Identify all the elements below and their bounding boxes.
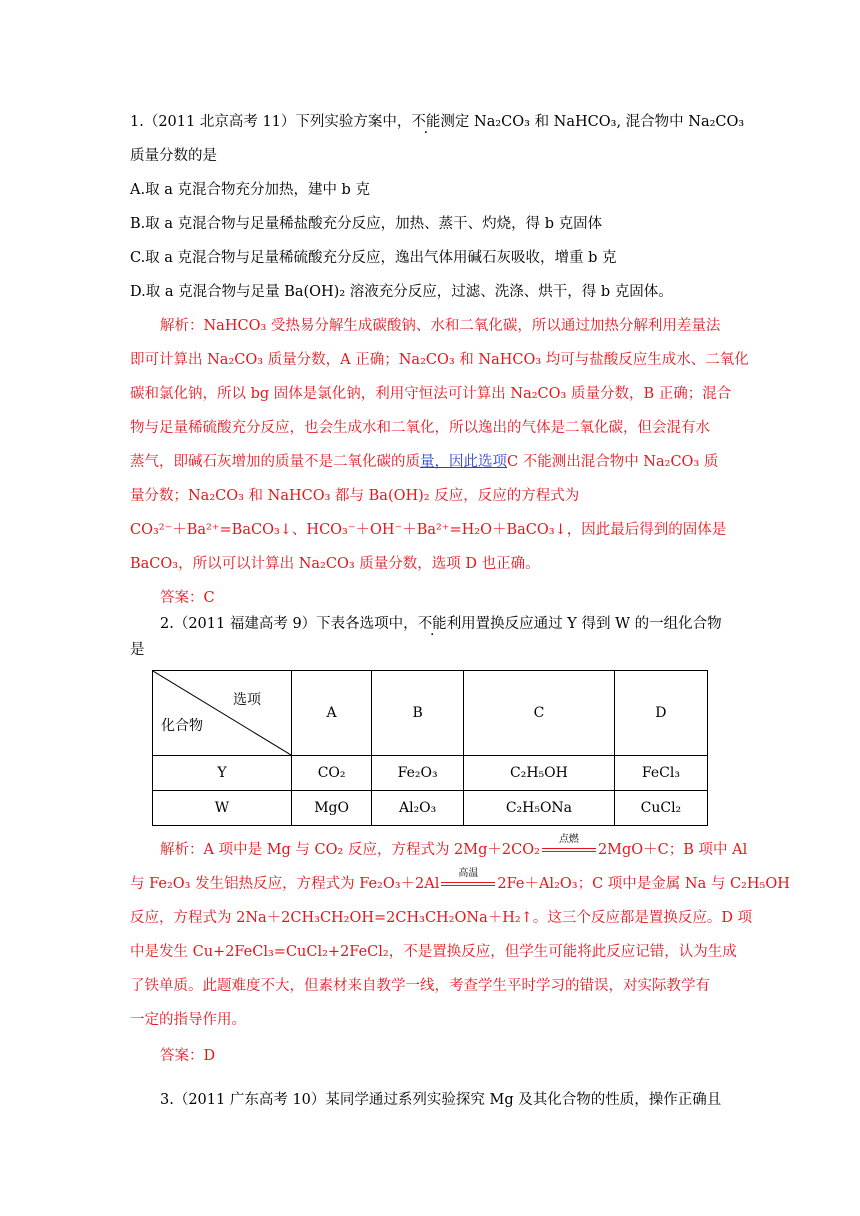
corner-top-label: 选项 (233, 692, 261, 708)
table-cell: FeCl₃ (614, 756, 707, 791)
q2-analysis-line: 解析：A 项中是 Mg 与 CO₂ 反应，方程式为 2Mg＋2CO₂ 点燃 2MgO＋C；B 项中 Al (160, 834, 748, 858)
q2-analysis-line: 一定的指导作用。 (130, 1012, 246, 1028)
q2-analysis-line: 反应，方程式为 2Na＋2CH₃CH₂OH=2CH₃CH₂ONa＋H₂↑。这三个反应都是置换反应。D 项 (130, 910, 753, 926)
diagonal-line (153, 671, 291, 755)
q1-analysis-line: CO₃²⁻＋Ba²⁺=BaCO₃↓、HCO₃⁻＋OH⁻＋Ba²⁺=H₂O＋BaCO₃↓，因此最后得到的固体是 (130, 522, 727, 538)
row-label: W (153, 791, 292, 826)
q1-analysis-line: 量分数；Na₂CO₃ 和 NaHCO₃ 都与 Ba(OH)₂ 反应，反应的方程式为 (130, 488, 580, 504)
table-cell: CuCl₂ (614, 791, 707, 826)
q2-analysis-line: 中是发生 Cu+2FeCl₃=CuCl₂+2FeCl₂，不是置换反应，但学生可能将此反应记错，认为生成 (130, 944, 737, 960)
emphasis-text: 不能 (417, 616, 447, 632)
q2-answer: 答案：D (160, 1048, 216, 1064)
table-cell: C₂H₅OH (464, 756, 615, 791)
q1-stem: 1.（2011 北京高考 11）下列实验方案中，不能测定 Na₂CO₃ 和 NaHCO₃, 混合物中 Na₂CO₃ (130, 114, 745, 130)
q3-stem: 3.（2011 广东高考 10）某同学通过系列实验探究 Mg 及其化合物的性质，操作正确且 (160, 1092, 722, 1108)
q1-option-d: D.取 a 克混合物与足量 Ba(OH)₂ 溶液充分反应，过滤、洗涤、烘干，得 b 克固体。 (130, 284, 673, 300)
q1-analysis-line: 解析：NaHCO₃ 受热易分解生成碳酸钠、水和二氧化碳，所以通过加热分解利用差量法 (160, 318, 721, 334)
table-cell: CO₂ (292, 756, 372, 791)
column-header: C (464, 671, 615, 756)
table-cell: Fe₂O₃ (372, 756, 464, 791)
q2-analysis-line: 了铁单质。此题难度不大，但素材来自教学一线，考查学生平时学习的错误，对实际教学有 (130, 978, 710, 994)
q1-stem-cont: 质量分数的是 (130, 148, 217, 164)
q2-stem: 2.（2011 福建高考 9）下表各选项中，不能利用置换反应通过 Y 得到 W 的一组化合物 (160, 616, 722, 632)
table-row (153, 756, 708, 791)
q1-analysis-line: 蒸气，即碱石灰增加的质量不是二氧化碳的质量，因此选项C 不能测出混合物中 Na₂CO₃ 质 (130, 454, 719, 470)
row-label: Y (153, 756, 292, 791)
reaction-condition-equals: 高温 (439, 877, 497, 891)
q1-analysis-line: 即可计算出 Na₂CO₃ 质量分数，A 正确；Na₂CO₃ 和 NaHCO₃ 均可与盐酸反应生成水、二氧化 (130, 352, 749, 368)
q2-stem-cont: 是 (130, 642, 145, 658)
reaction-condition-equals: 点燃 (540, 843, 598, 857)
compound-table (152, 670, 708, 826)
table-cell: Al₂O₃ (372, 791, 464, 826)
column-header: D (614, 671, 707, 756)
q1-analysis-line: 物与足量稀硫酸充分反应，也会生成水和二氧化，所以逸出的气体是二氧化碳，但会混有水 (130, 420, 710, 436)
q2-analysis-line: 与 Fe₂O₃ 发生铝热反应，方程式为 Fe₂O₃＋2Al 高温 2Fe＋Al₂O₃；C 项中是金属 Na 与 C₂H₅OH (130, 868, 790, 892)
column-header: B (372, 671, 464, 756)
table-cell: C₂H₅ONa (464, 791, 615, 826)
q1-analysis-line: 碳和氯化钠，所以 bg 固体是氯化钠，利用守恒法可计算出 Na₂CO₃ 质量分数，B 正确；混合 (130, 386, 732, 402)
table-cell: MgO (292, 791, 372, 826)
corner-bottom-label: 化合物 (161, 718, 203, 734)
q1-option-c: C.取 a 克混合物与足量稀硫酸充分反应，逸出气体用碱石灰吸收，增重 b 克 (130, 250, 617, 266)
q1-answer: 答案：C (160, 590, 215, 606)
analysis-link[interactable]: 量，因此选项 (420, 454, 507, 470)
column-header: A (292, 671, 372, 756)
table-row (153, 791, 708, 826)
q1-option-a: A.取 a 克混合物充分加热，建中 b 克 (130, 182, 370, 198)
q1-option-b: B.取 a 克混合物与足量稀盐酸充分反应，加热、蒸干、灼烧，得 b 克固体 (130, 216, 603, 232)
q1-analysis-line: BaCO₃，所以可以计算出 Na₂CO₃ 质量分数，选项 D 也正确。 (130, 556, 540, 572)
emphasis-text: 不能 (411, 114, 441, 130)
table-corner-cell (153, 671, 292, 756)
